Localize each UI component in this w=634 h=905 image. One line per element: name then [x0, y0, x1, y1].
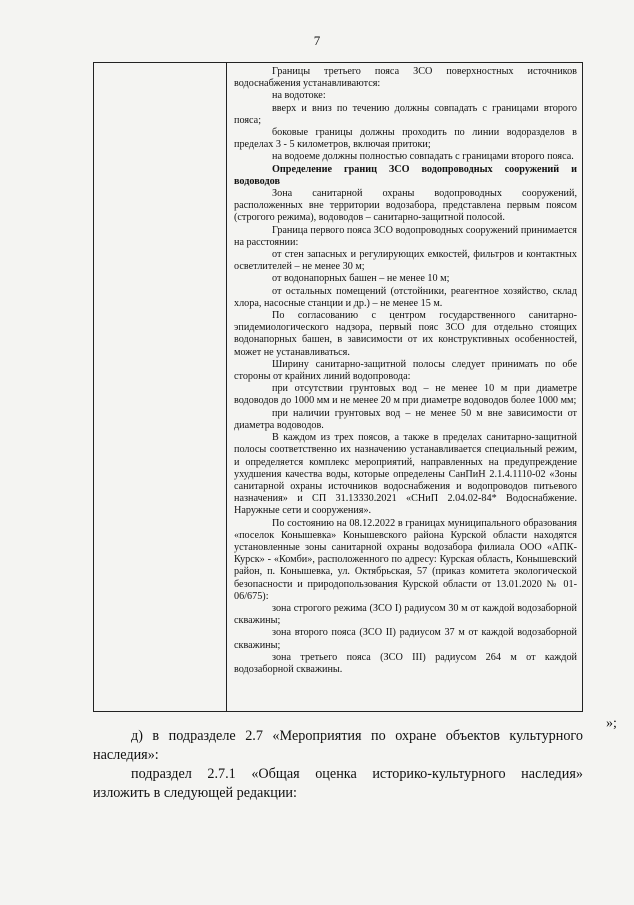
closing-quote-mark: »; [606, 716, 617, 731]
table-paragraph: В каждом из трех поясов, а также в пределах санитарно-защитной полосы соответственно их назначению устанавливается специальный режим, и определяется комплекс мероприятий, направленных на предупреждение ухудшения качества воды, которые определены СанПиН 2.1.4.1110-02 «Зоны санитарной охраны источников водоснабжения и водопроводов питьевого назначения» и СП 31.13330.2021 «СНиП 2.04.02-84* Водоснабжение. Наружные сети и сооружения». [234, 432, 577, 517]
body-paragraph: д) в подразделе 2.7 «Мероприятия по охране объектов культурного наследия»: [93, 728, 583, 763]
subsection-replacement-paragraph [93, 765, 583, 803]
table-paragraph: вверх и вниз по течению должны совпадать с границами второго пояса; [234, 102, 577, 126]
table-paragraph: от водонапорных башен – не менее 10 м; [272, 273, 450, 285]
table-section-heading: Определение границ ЗСО водопроводных сооружений и водоводов [234, 163, 577, 187]
table-paragraph: боковые границы должны проходить по линии водоразделов в пределах 3 - 5 километров, включая притоки; [234, 127, 577, 151]
table-right-cell [227, 63, 582, 711]
table-left-cell [94, 63, 227, 711]
table-paragraph: при отсутствии грунтовых вод – не менее 10 м при диаметре водоводов до 1000 мм и не менее 20 м при диаметре водоводов более 1000 мм; [234, 383, 577, 407]
table-paragraph: По согласованию с центром государственного санитарно-эпидемиологического надзора, первый пояс ЗСО для отдельно стоящих водонапорных башен, в зависимости от их конструктивных особенностей, может не устанавливаться. [234, 310, 577, 358]
table-paragraph: По состоянию на 08.12.2022 в границах муниципального образования «поселок Конышевка» Конышевского района Курской области находятся установленные зоны санитарной охраны водозабора филиала ООО «АПК-Курск» - «Комби», расположенного по адресу: Курская область, Конышевский район, п. Конышевка, ул. Октябрьская, 57 (приказ комитета экологической безопасности и природопользования Курской области от 13.01.2020 № 01-06/675): [234, 517, 577, 602]
table-paragraph: при наличии грунтовых вод – не менее 50 м вне зависимости от диаметра водоводов. [234, 407, 577, 431]
content-table [93, 62, 583, 712]
table-paragraph: зона третьего пояса (ЗСО III) радиусом 264 м от каждой водозаборной скважины. [234, 651, 577, 675]
table-paragraph: зона строгого режима (ЗСО I) радиусом 30 м от каждой водозаборной скважины; [234, 602, 577, 627]
table-paragraph: Ширину санитарно-защитной полосы следует принимать по обе стороны от крайних линий водопровода: [234, 358, 577, 383]
table-paragraph: от стен запасных и регулирующих емкостей, фильтров и контактных осветлителей – не менее 30 м; [234, 249, 577, 273]
table-paragraph: Границы третьего пояса ЗСО поверхностных источников водоснабжения устанавливаются: [234, 66, 577, 90]
page-number: 7 [313, 33, 321, 48]
table-paragraph: Граница первого пояса ЗСО водопроводных сооружений принимается на расстоянии: [234, 224, 577, 248]
table-paragraph: на водотоке: [272, 90, 326, 102]
table-paragraph: от остальных помещений (отстойники, реагентное хозяйство, склад хлора, насосные станции и др.) – не менее 15 м. [234, 285, 577, 309]
table-paragraph: Зона санитарной охраны водопроводных сооружений, расположенных вне территории водозабора, представлена первым поясом (строгого режима), водоводов – санитарно-защитной полосой. [234, 188, 577, 224]
table-paragraph: зона второго пояса (ЗСО II) радиусом 37 м от каждой водозаборной скважины; [234, 627, 577, 651]
table-paragraph: на водоеме должны полностью совпадать с границами второго пояса. [272, 151, 574, 163]
subsection-amendment-paragraph [93, 727, 583, 765]
body-paragraph: подраздел 2.7.1 «Общая оценка историко-культурного наследия» изложить в следующей редакции: [93, 766, 583, 801]
